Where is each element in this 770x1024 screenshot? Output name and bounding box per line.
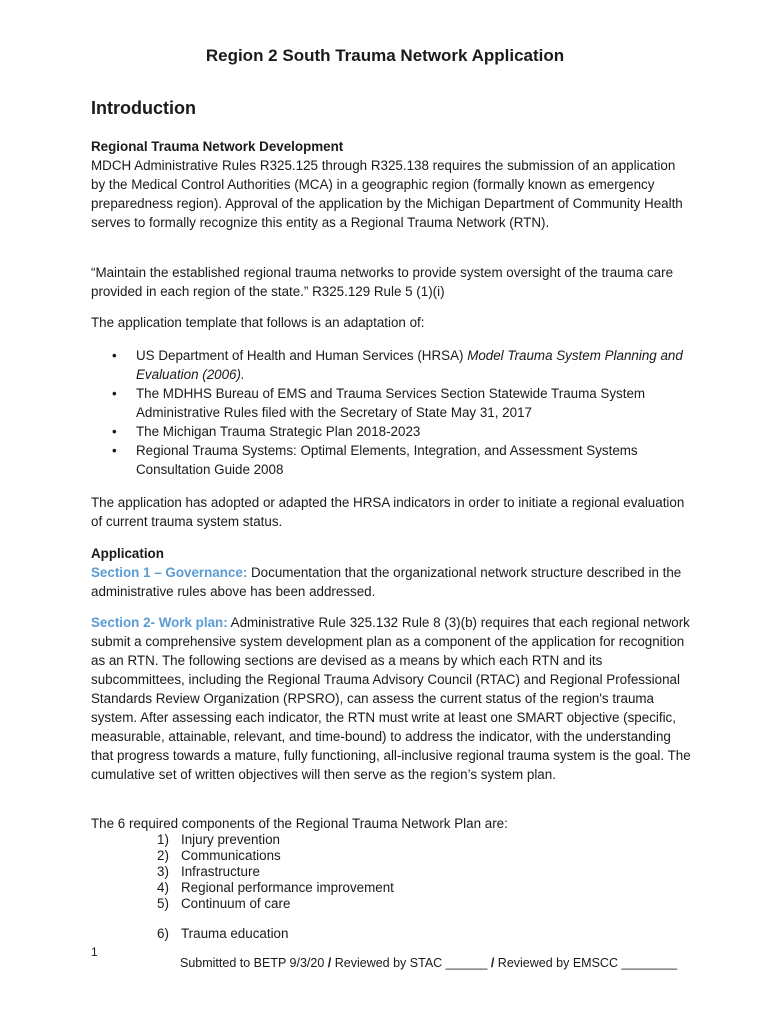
- application-heading: Application: [91, 546, 164, 561]
- list-item-text: Trauma education: [181, 926, 289, 941]
- hrsa-paragraph: The application has adopted or adapted the HRSA indicators in order to initiate a regional evaluation of current trauma system status.: [91, 495, 685, 529]
- components-intro: The 6 required components of the Regional Trauma Network Plan are:: [91, 816, 508, 831]
- footer-stac-review: Reviewed by STAC ______: [331, 956, 491, 970]
- list-item-text: Infrastructure: [181, 864, 260, 879]
- list-item-text: The MDHHS Bureau of EMS and Trauma Services Section Statewide Trauma System Administrative Rules filed with the Secretary of State May 31, 2017: [136, 386, 646, 420]
- rtn-development-section: [91, 137, 691, 232]
- list-number: 2): [157, 848, 169, 863]
- list-number: 3): [157, 864, 169, 879]
- list-item-italic-title: Model Trauma System Planning and Evaluation (2006).: [136, 348, 683, 382]
- list-item: [91, 422, 691, 441]
- section-1-text: Documentation that the organizational network structure described in the administrative rules above has been addressed.: [91, 565, 682, 599]
- bullet-icon: •: [112, 443, 117, 458]
- page-number: 1: [91, 945, 98, 959]
- bullet-icon: •: [112, 348, 117, 363]
- rtn-development-body: MDCH Administrative Rules R325.125 through R325.138 requires the submission of an application by the Medical Control Authorities (MCA) in a geographic region (formally known as emergency preparedness region). Approval of the application by the Michigan Department of Community Health serves to formally recognize this entity as a Regional Trauma Network (RTN).: [91, 158, 683, 230]
- bullet-icon: •: [112, 424, 117, 439]
- section-1-paragraph: [91, 563, 691, 601]
- components-list: [157, 832, 394, 942]
- page-title: Region 2 South Trauma Network Application: [205, 46, 565, 65]
- list-item-text: Regional performance improvement: [181, 880, 394, 895]
- rtn-development-heading: Regional Trauma Network Development: [91, 139, 344, 154]
- list-number: 1): [157, 832, 169, 847]
- section-1-label: Section 1 – Governance:: [91, 565, 248, 580]
- list-item: [157, 926, 394, 942]
- list-number: 4): [157, 880, 169, 895]
- list-item: [157, 848, 394, 864]
- list-item-text: Injury prevention: [181, 832, 280, 847]
- footer-separator: /: [327, 956, 332, 970]
- list-item-text: Continuum of care: [181, 896, 291, 911]
- application-section: [91, 544, 691, 601]
- footer-submitted: Submitted to BETP 9/3/20: [180, 956, 328, 970]
- list-item: [91, 441, 691, 479]
- list-item-text: Communications: [181, 848, 281, 863]
- footer-separator: /: [490, 956, 495, 970]
- section-2-label: Section 2- Work plan:: [91, 615, 228, 630]
- bullet-icon: •: [112, 386, 117, 401]
- list-item-text: The Michigan Trauma Strategic Plan 2018-2023: [136, 424, 421, 439]
- list-item-text: US Department of Health and Human Services (HRSA): [136, 348, 468, 363]
- footer-review-line: [180, 956, 677, 970]
- section-2-paragraph: [91, 613, 691, 784]
- footer-emscc-review: Reviewed by EMSCC ________: [494, 956, 678, 970]
- list-item-text: Regional Trauma Systems: Optimal Elements, Integration, and Assessment Systems Consultation Guide 2008: [136, 443, 638, 477]
- list-item: [157, 864, 394, 880]
- list-item: [157, 880, 394, 896]
- rule-quote: “Maintain the established regional trauma networks to provide system oversight of the trauma care provided in each region of the state.” R325.129 Rule 5 (1)(i): [91, 265, 674, 299]
- list-item: [91, 346, 691, 384]
- source-list: [91, 346, 691, 479]
- list-item: [157, 896, 394, 912]
- template-intro: The application template that follows is an adaptation of:: [91, 315, 425, 330]
- list-number: 6): [157, 926, 169, 941]
- list-item: [91, 384, 691, 422]
- introduction-heading: Introduction: [91, 98, 196, 118]
- list-item: [157, 832, 394, 848]
- section-2-text: Administrative Rule 325.132 Rule 8 (3)(b) requires that each regional network submit a comprehensive system development plan as a component of the application for recognition as an RTN. The following sections are devised as a means by which each RTN and its subcommittees, including the Regional Trauma Advisory Council (RTAC) and Regional Professional Standards Review Organization (RPSRO), can assess the current status of the region's trauma system. After assessing each indicator, the RTN must write at least one SMART objective (specific, measurable, attainable, relevant, and time-bound) to address the indicator, with the understanding that progress towards a mature, fully functioning, all-inclusive regional trauma system is the goal. The cumulative set of written objectives will then serve as the region’s system plan.: [91, 615, 691, 782]
- list-number: 5): [157, 896, 169, 911]
